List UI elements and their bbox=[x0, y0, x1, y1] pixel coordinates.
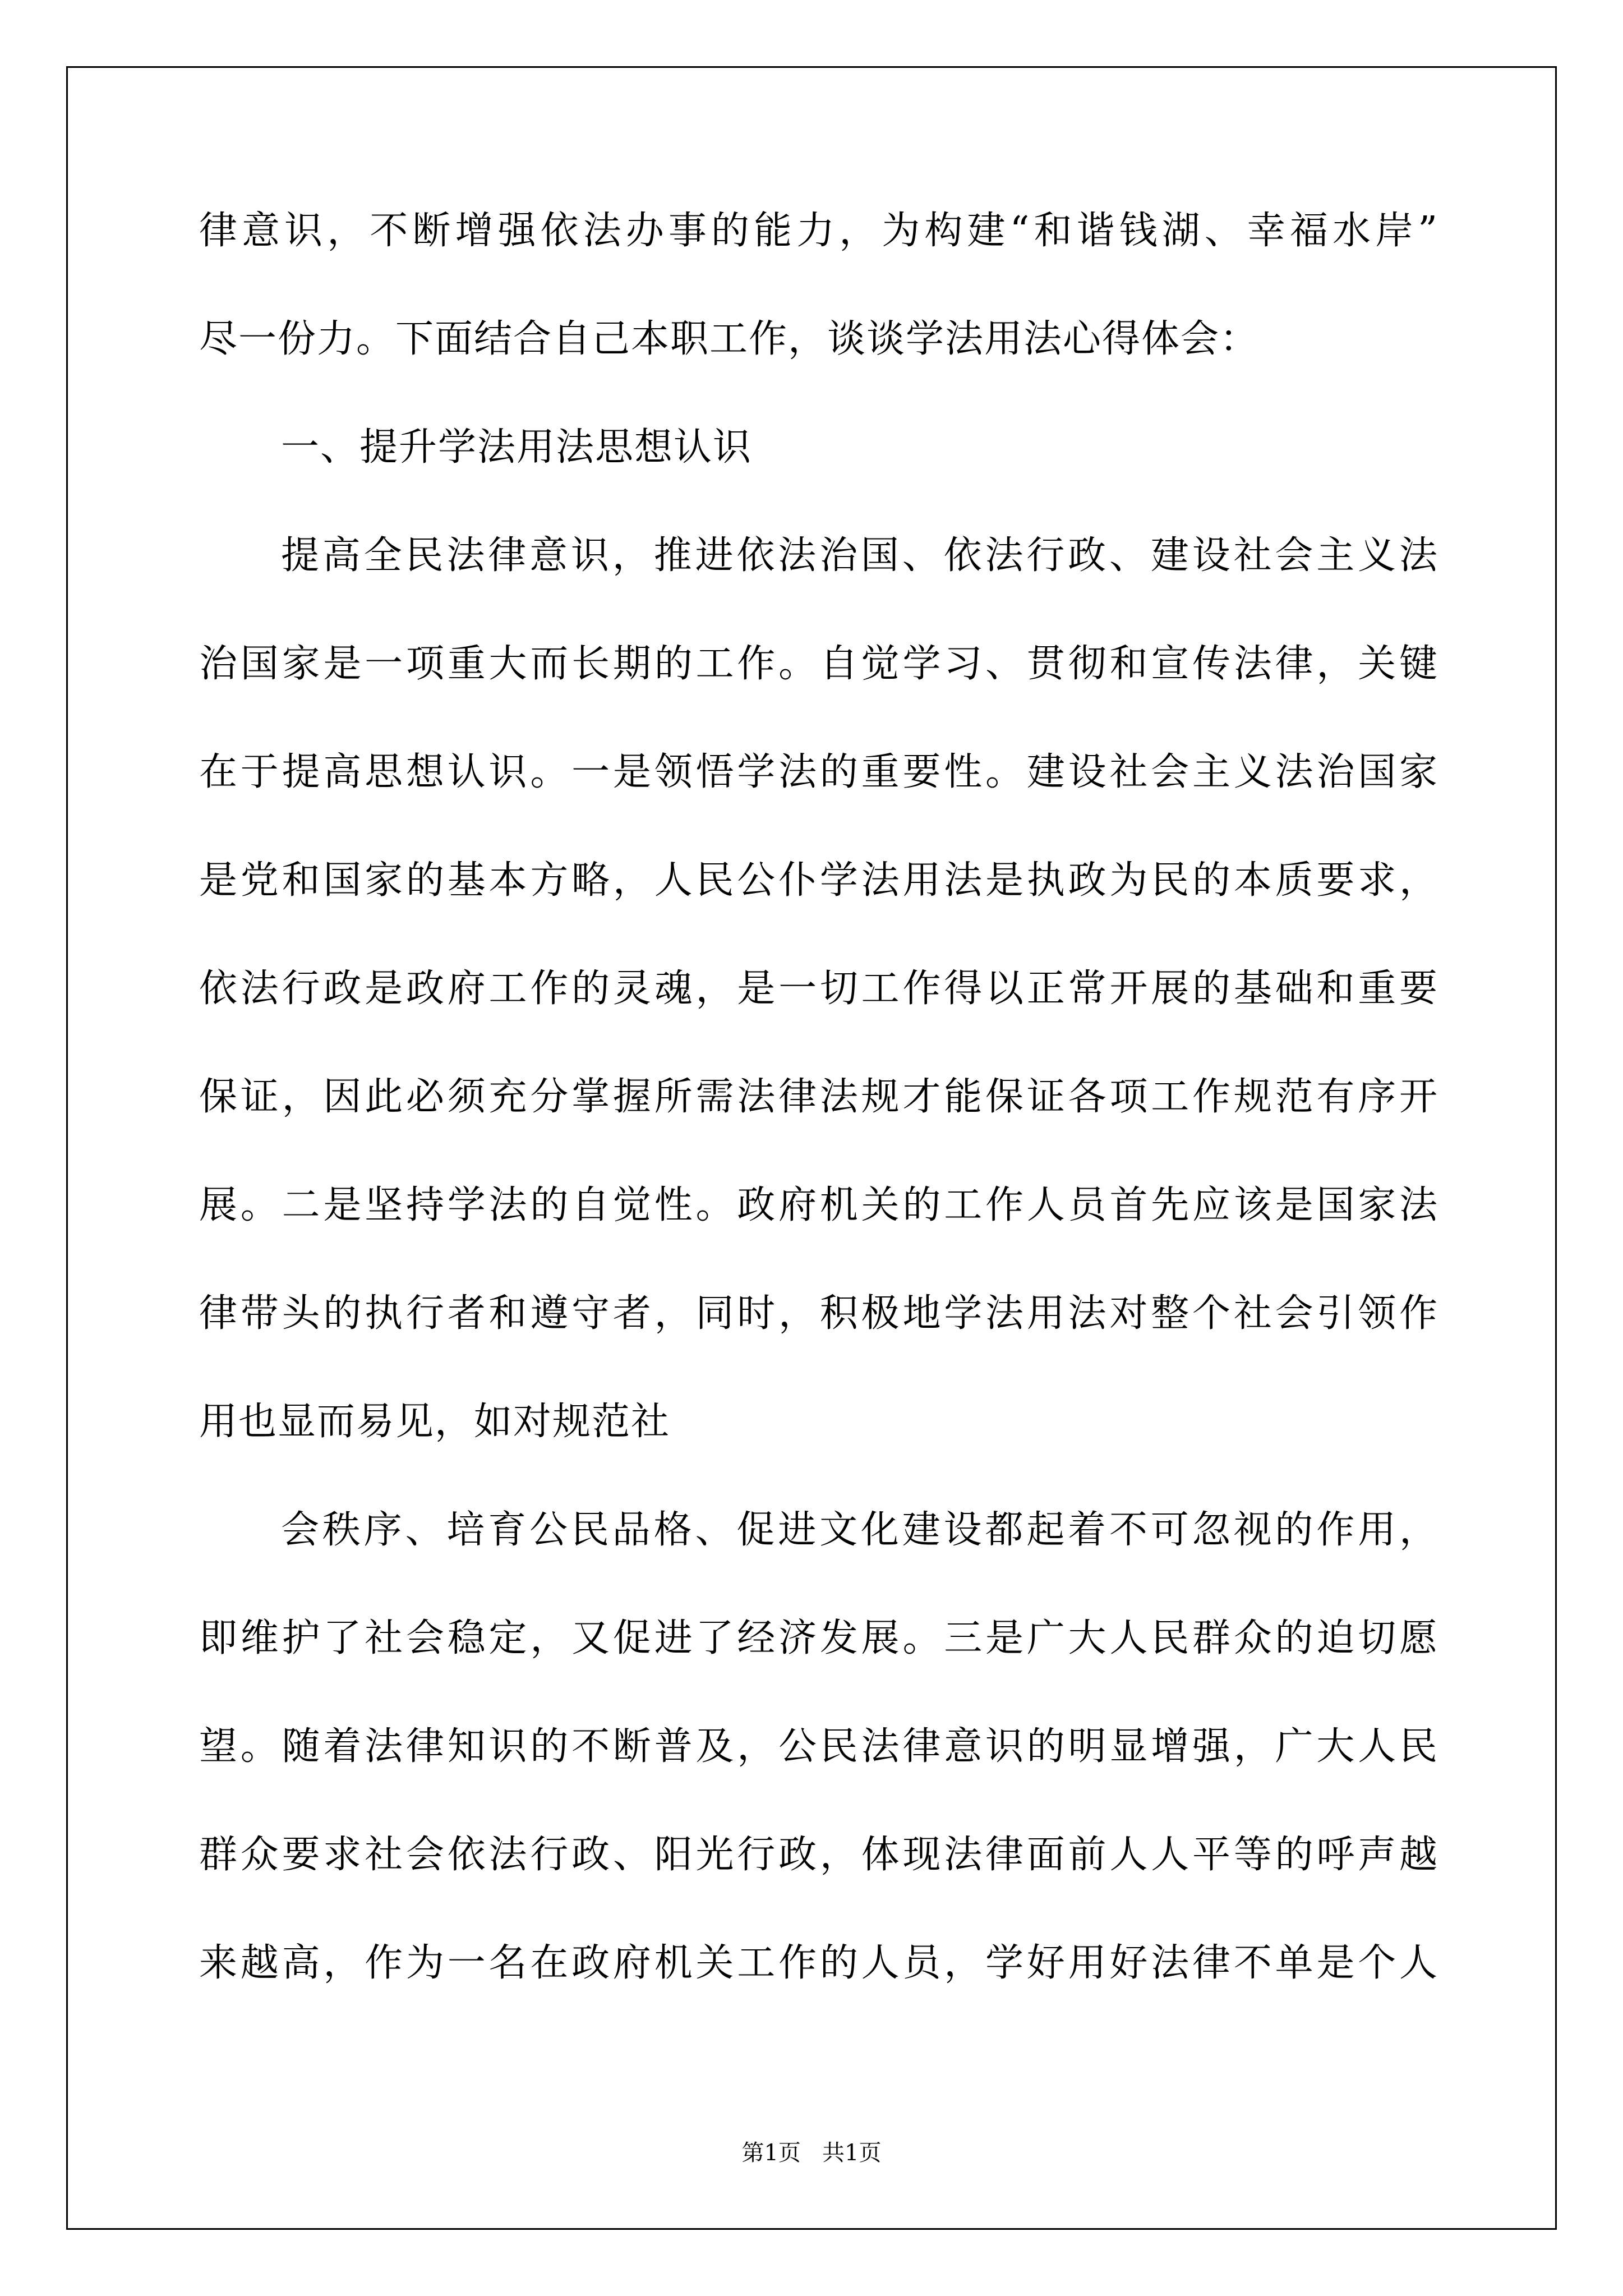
text-line: 是党和国家的基本方略，人民公仆学法用法是执政为民的本质要求， bbox=[199, 858, 1438, 903]
text-line: 会秩序、培育公民品格、促进文化建设都起着不可忽视的作用， bbox=[281, 1508, 1438, 1552]
text-line: 律带头的执行者和遵守者，同时，积极地学法用法对整个社会引领作 bbox=[199, 1291, 1438, 1336]
text-line: 展。二是坚持学法的自觉性。政府机关的工作人员首先应该是国家法 bbox=[199, 1183, 1438, 1227]
section-heading: 一、提升学法用法思想认识 bbox=[281, 425, 753, 470]
text-line: 在于提高思想认识。一是领悟学法的重要性。建设社会主义法治国家 bbox=[199, 750, 1438, 794]
text-line: 依法行政是政府工作的灵魂，是一切工作得以正常开展的基础和重要 bbox=[199, 967, 1438, 1011]
text-line: 用也显而易见，如对规范社 bbox=[199, 1400, 671, 1444]
page-number-footer: 第1页 共1页 bbox=[741, 2140, 882, 2166]
text-line: 来越高，作为一名在政府机关工作的人员，学好用好法律不单是个人 bbox=[199, 1941, 1438, 1985]
text-line: 提高全民法律意识，推进依法治国、依法行政、建设社会主义法 bbox=[281, 533, 1438, 578]
text-line: 律意识，不断增强依法办事的能力，为构建“和谐钱湖、幸福水岸” bbox=[199, 209, 1438, 253]
text-line: 治国家是一项重大而长期的工作。自觉学习、贯彻和宣传法律，关键 bbox=[199, 642, 1438, 686]
text-line: 尽一份力。下面结合自己本职工作，谈谈学法用法心得体会： bbox=[199, 317, 1260, 361]
text-line: 即维护了社会稳定，又促进了经济发展。三是广大人民群众的迫切愿 bbox=[199, 1616, 1438, 1660]
text-line: 望。随着法律知识的不断普及，公民法律意识的明显增强，广大人民 bbox=[199, 1724, 1438, 1769]
text-line: 群众要求社会依法行政、阳光行政，体现法律面前人人平等的呼声越 bbox=[199, 1833, 1438, 1877]
text-line: 保证，因此必须充分掌握所需法律法规才能保证各项工作规范有序开 bbox=[199, 1075, 1438, 1119]
document-body bbox=[199, 209, 1438, 2053]
